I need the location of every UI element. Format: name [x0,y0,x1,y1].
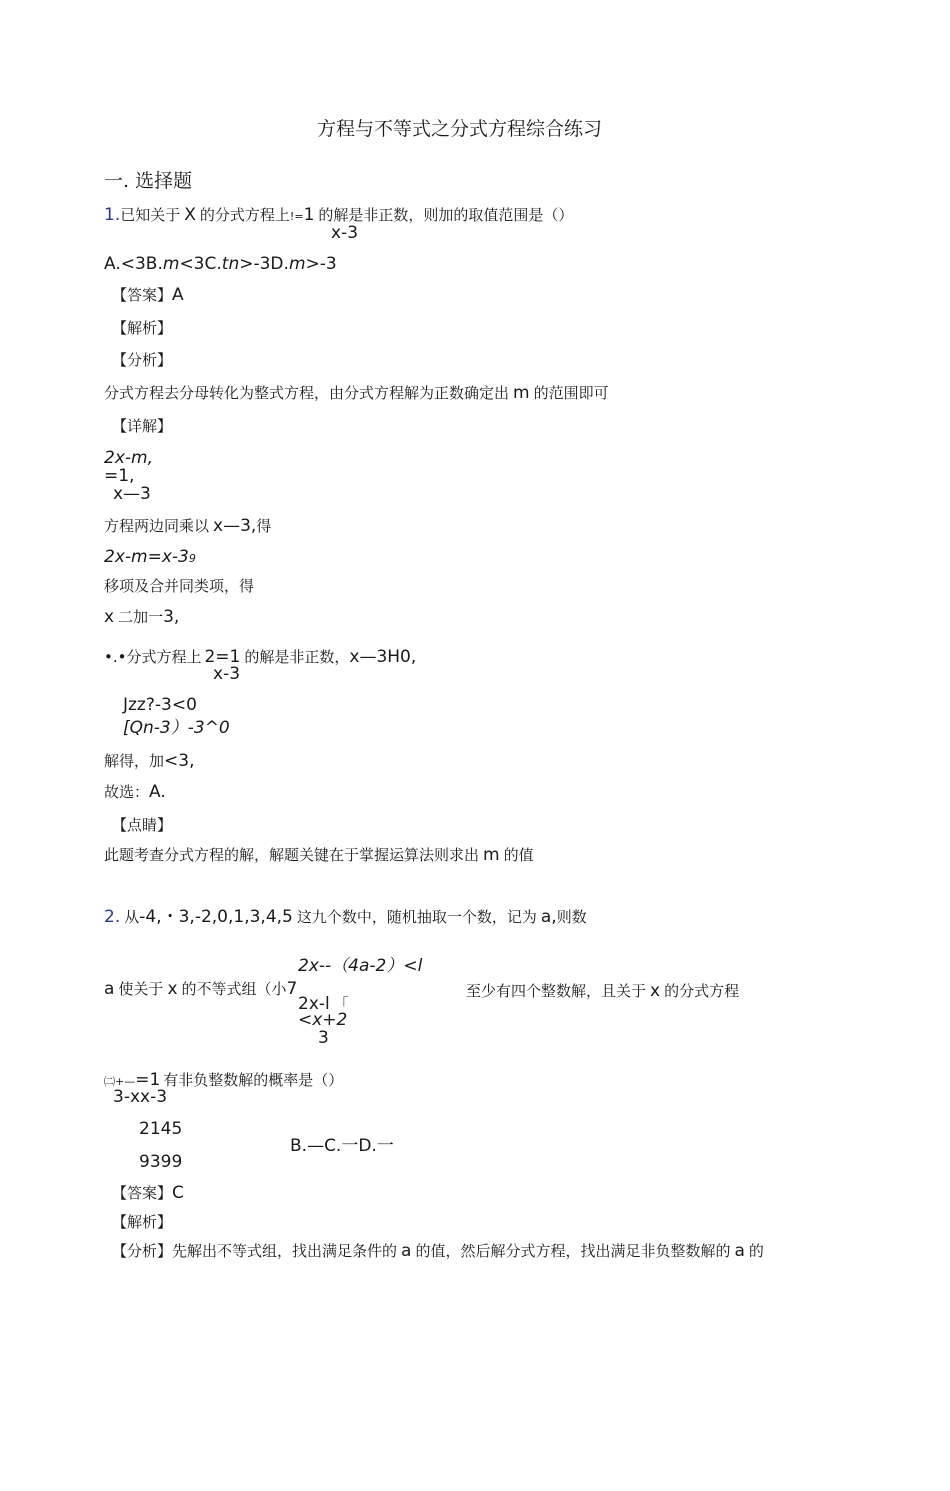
option-a-bottom: 9399 [139,1152,183,1172]
dianjing-text: 此题考查分式方程的解，解题关键在于掌握运算法则求出 m 的值 [104,845,534,865]
fractional-denominator: 3-xx-3 [113,1087,168,1107]
equation-1-mid: =1, [104,466,135,486]
system-line-1: Jzz?-3<0 [123,695,197,715]
analysis-label-2: 【解析】 [112,1213,173,1231]
answer-line: 【答案】A [112,285,184,305]
answer-options: A.<3B.m<3C.tn>-3D.m>-3 [104,254,337,274]
inequality-bottom-2: <x+2 [298,1010,348,1030]
question-2-line-2a: a 使关于 x 的不等式组（小7 [104,979,298,999]
question-2-line-2b: 至少有四个整数解，且关于 x 的分式方程 [466,981,740,1001]
step-3-denominator: x-3 [213,664,241,684]
fractional-equation: ㈡+—=1 有非负整数解的概率是（） [104,1070,344,1090]
detail-label: 【详解】 [112,417,173,435]
fraction-denominator: x-3 [331,223,359,243]
dianjing-label: 【点睛】 [112,816,173,834]
equation-1-top: 2x-m, [104,448,153,468]
equation-1-bot: x—3 [113,484,151,504]
fenxi-label: 【分析】 [112,351,173,369]
solution: 解得，加<3, [104,751,195,771]
step-1: 方程两边同乘以 x—3,得 [104,516,272,536]
section-heading: 一. 选择题 [104,170,193,192]
inequality-bottom-1: 2x-l 「 [298,994,349,1014]
options-bcd: B.—C.一D.一 [290,1136,394,1156]
question-number: 2. [104,907,121,927]
page-title: 方程与不等式之分式方程综合练习 [317,118,603,140]
step-2: 移项及合并同类项，得 [104,577,255,595]
equation-3: x 二加一3, [104,607,180,627]
fenxi-text-2: 【分析】先解出不等式组，找出满足条件的 a 的值，然后解分式方程，找出满足非负整数解的 a 的 [112,1241,764,1261]
fenxi-text: 分式方程去分母转化为整式方程，由分式方程解为正数确定出 m 的范围即可 [104,383,609,403]
option-a-top: 2145 [139,1119,183,1139]
question-1-line-1: 1.已知关于 X 的分式方程上!=1 的解是非正数，则加的取值范围是（） [104,205,574,225]
choose: 故选：A. [104,782,166,802]
equation-2: 2x-m=x-39 [104,547,196,567]
question-number: 1. [104,205,121,225]
system-line-2: [Qn-3）-3^0 [123,718,230,738]
question-2-line-1: 2. 从-4,・3,-2,0,1,3,4,5 这九个数中，随机抽取一个数，记为 a,则数 [104,907,587,927]
inequality-bottom-3: 3 [318,1028,329,1048]
inequality-top: 2x--（4a-2）<l [298,956,423,976]
answer-line-2: 【答案】C [112,1183,184,1203]
step-3: •.•分式方程上 2=1 的解是非正数，x—3H0, [104,647,417,667]
analysis-label: 【解析】 [112,319,173,337]
